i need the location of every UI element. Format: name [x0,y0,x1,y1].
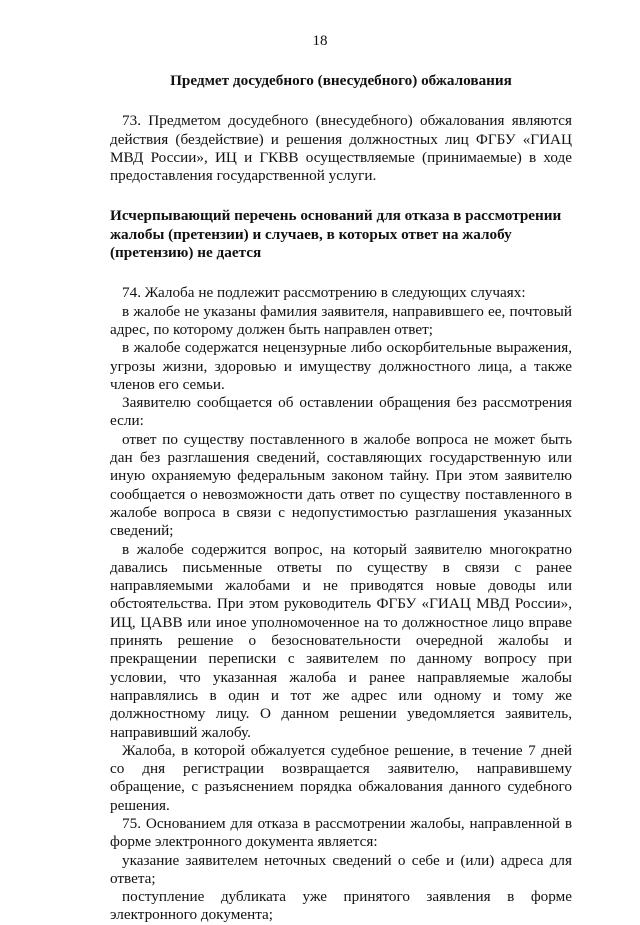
section-heading-refusal-grounds: Исчерпывающий перечень оснований для отказа в рассмотрении жалобы (претензии) и случаев, в которых ответ на жалобу (претензию) не дается [110,207,562,262]
document-body [110,72,572,925]
paragraph-75-item-1: указание заявителем неточных сведений о себе и (или) адреса для ответа; [110,851,572,887]
paragraph-75: 75. Основанием для отказа в рассмотрении жалобы, направленной в форме электронного документа является: [110,814,572,851]
paragraph-74-court-decision: Жалоба, в которой обжалуется судебное решение, в течение 7 дней со дня регистрации возвращается заявителю, направившему обращение, с разъяснением порядка обжалования данного судебного решения. [110,741,572,814]
section-heading-appeal-subject: Предмет досудебного (внесудебного) обжалования [170,72,512,89]
paragraph-74-item-2: в жалобе содержатся нецензурные либо оскорбительные выражения, угрозы жизни, здоровью и имуществу должностного лица, а также членов его семьи. [110,339,572,393]
paragraph-73: 73. Предметом досудебного (внесудебного) обжалования являются действия (бездействие) и решения должностных лиц ФГБУ «ГИАЦ МВД России», ИЦ и ГКВВ осуществляемые (принимаемые) в ходе предоставления государственной услуги. [110,112,572,185]
paragraph-74: 74. Жалоба не подлежит рассмотрению в следующих случаях: [122,284,526,302]
paragraph-74-notice: Заявителю сообщается об оставлении обращения без рассмотрения если: [110,394,572,430]
paragraph-74-item-3: ответ по существу поставленного в жалобе вопроса не может быть дан без разглашения сведений, составляющих государственную или иную охраняемую федеральным законом тайну. При этом заявителю сообщается о невозможности дать ответ по существу поставленного в жалобе вопроса в связи с недопустимостью разглашения указанных сведений; [110,430,572,540]
page-number: 18 [312,33,328,49]
paragraph-74-item-1: в жалобе не указаны фамилия заявителя, направившего ее, почтовый адрес, по которому должен быть направлен ответ; [110,302,572,338]
paragraph-74-item-4: в жалобе содержится вопрос, на который заявителю многократно давались письменные ответы по существу в связи с ранее направляемыми жалобами и не приводятся новые доводы или обстоятельства. При этом руководитель ФГБУ «ГИАЦ МВД России», ИЦ, ЦАВВ или иное уполномоченное на то должностное лицо вправе принять решение о безосновательности очередной жалобы и прекращении переписки с заявителем по данному вопросу при условии, что указанная жалоба и ранее направляемые жалобы направлялись в один и тот же адрес или одному и тому же должностному лицу. О данном решении уведомляется заявитель, направивший жалобу. [110,540,572,741]
paragraph-75-item-2: поступление дубликата уже принятого заявления в форме электронного документа; [110,888,572,924]
